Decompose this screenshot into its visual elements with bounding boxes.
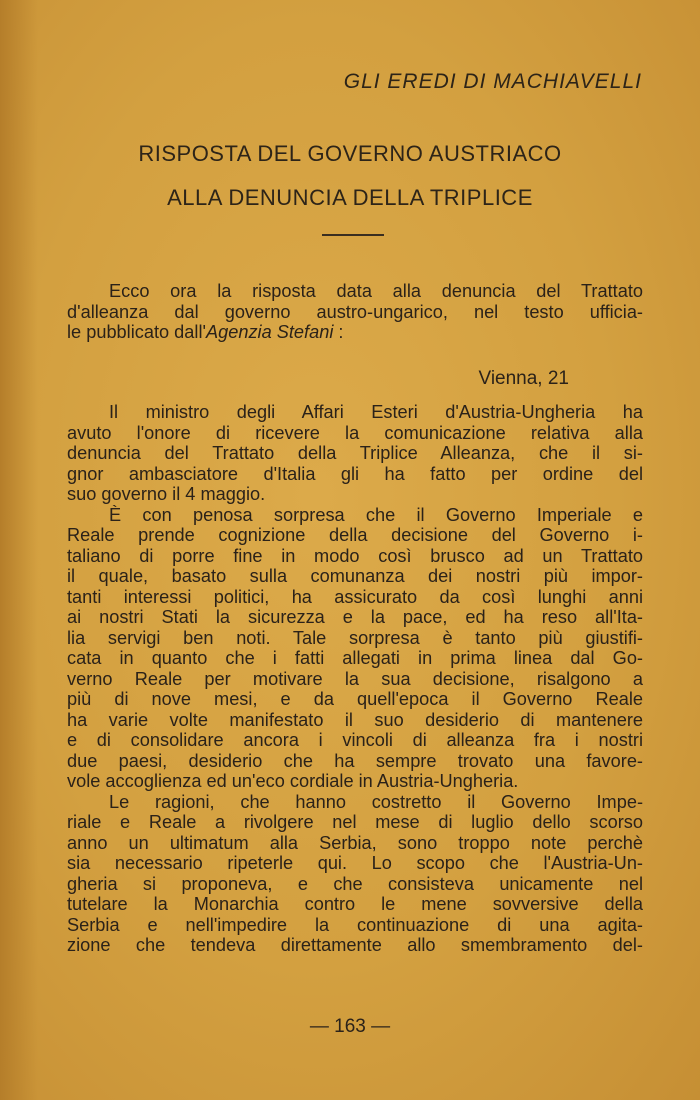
intro-paragraph (67, 281, 643, 343)
running-head: GLI EREDI DI MACHIAVELLI (343, 70, 642, 93)
text-line: ha varie volte manifestato il suo desiderio di mantenere (67, 709, 643, 730)
agency-name: Agenzia Stefani (205, 322, 334, 342)
text-line: denuncia del Trattato della Triplice Alleanza, che il si- (67, 443, 643, 463)
text-line: sia necessario ripeterle qui. Lo scopo che l'Austria-Un- (67, 853, 643, 873)
text-line: ai nostri Stati la sicurezza e la pace, ed ha reso all'Ita- (67, 607, 643, 627)
text-line: anno un ultimatum alla Serbia, sono troppo note perchè (67, 832, 643, 853)
text-line: vole accoglienza ed un'eco cordiale in Austria-Ungheria. (67, 771, 519, 791)
text-line: È con penosa sorpresa che il Governo Imperiale e (109, 504, 643, 525)
text-fragment: le pubblicato dall' (67, 322, 206, 342)
text-line: Serbia e nell'impedire la continuazione di una agita- (67, 914, 643, 935)
text-line: e di consolidare ancora i vincoli di alleanza fra i nostri (67, 730, 643, 750)
paragraph-3 (67, 792, 643, 956)
text-line: avuto l'onore di ricevere la comunicazione relativa alla (67, 422, 643, 443)
text-line: taliano di porre fine in modo così brusco ad un Trattato (67, 545, 643, 566)
text-line: Le ragioni, che hanno costretto il Governo Impe- (109, 791, 643, 812)
text-line: due paesi, desiderio che ha sempre trovato una favore- (67, 750, 643, 771)
text-line: lia servigi ben noti. Tale sorpresa è tanto più giustifi- (67, 627, 643, 648)
text-line: cata in quanto che i fatti allegati in prima linea dal Go- (67, 648, 643, 668)
text-line: Ecco ora la risposta data alla denuncia del Trattato (109, 281, 643, 301)
paragraph-1 (67, 402, 643, 505)
text-line: verno Reale per motivare la sua decisione, risalgono a (67, 668, 643, 689)
text-line: gnor ambasciatore d'Italia gli ha fatto per ordine del (67, 463, 643, 484)
text-line: tanti interessi politici, ha assicurato da così lunghi anni (67, 586, 643, 607)
text-line: zione che tendeva direttamente allo smembramento del- (67, 935, 643, 955)
text-line: il quale, basato sulla comunanza dei nostri più impor- (67, 566, 643, 586)
text-line: suo governo il 4 maggio. (67, 484, 266, 504)
page-number: — 163 — (309, 1016, 391, 1037)
title-divider (322, 234, 384, 236)
text-line: Il ministro degli Affari Esteri d'Austria-Ungheria ha (109, 402, 643, 422)
chapter-title-line-2: ALLA DENUNCIA DELLA TRIPLICE (167, 185, 533, 210)
text-line: d'alleanza dal governo austro-ungarico, nel testo ufficia- (67, 301, 643, 322)
paragraph-2 (67, 505, 643, 792)
text-line: tutelare la Monarchia contro le mene sovversive della (67, 894, 643, 914)
chapter-title-line-1: RISPOSTA DEL GOVERNO AUSTRIACO (138, 141, 562, 166)
text-line: Reale prende cognizione della decisione del Governo i- (67, 525, 643, 545)
dateline: Vienna, 21 (478, 368, 569, 389)
text-line: più di nove mesi, e da quell'epoca il Governo Reale (67, 689, 643, 709)
text-line: riale e Reale a rivolgere nel mese di luglio dello scorso (67, 812, 643, 832)
text-line (67, 322, 643, 343)
text-fragment: : (333, 322, 344, 342)
text-line: gheria si proponeva, e che consisteva unicamente nel (67, 873, 643, 894)
